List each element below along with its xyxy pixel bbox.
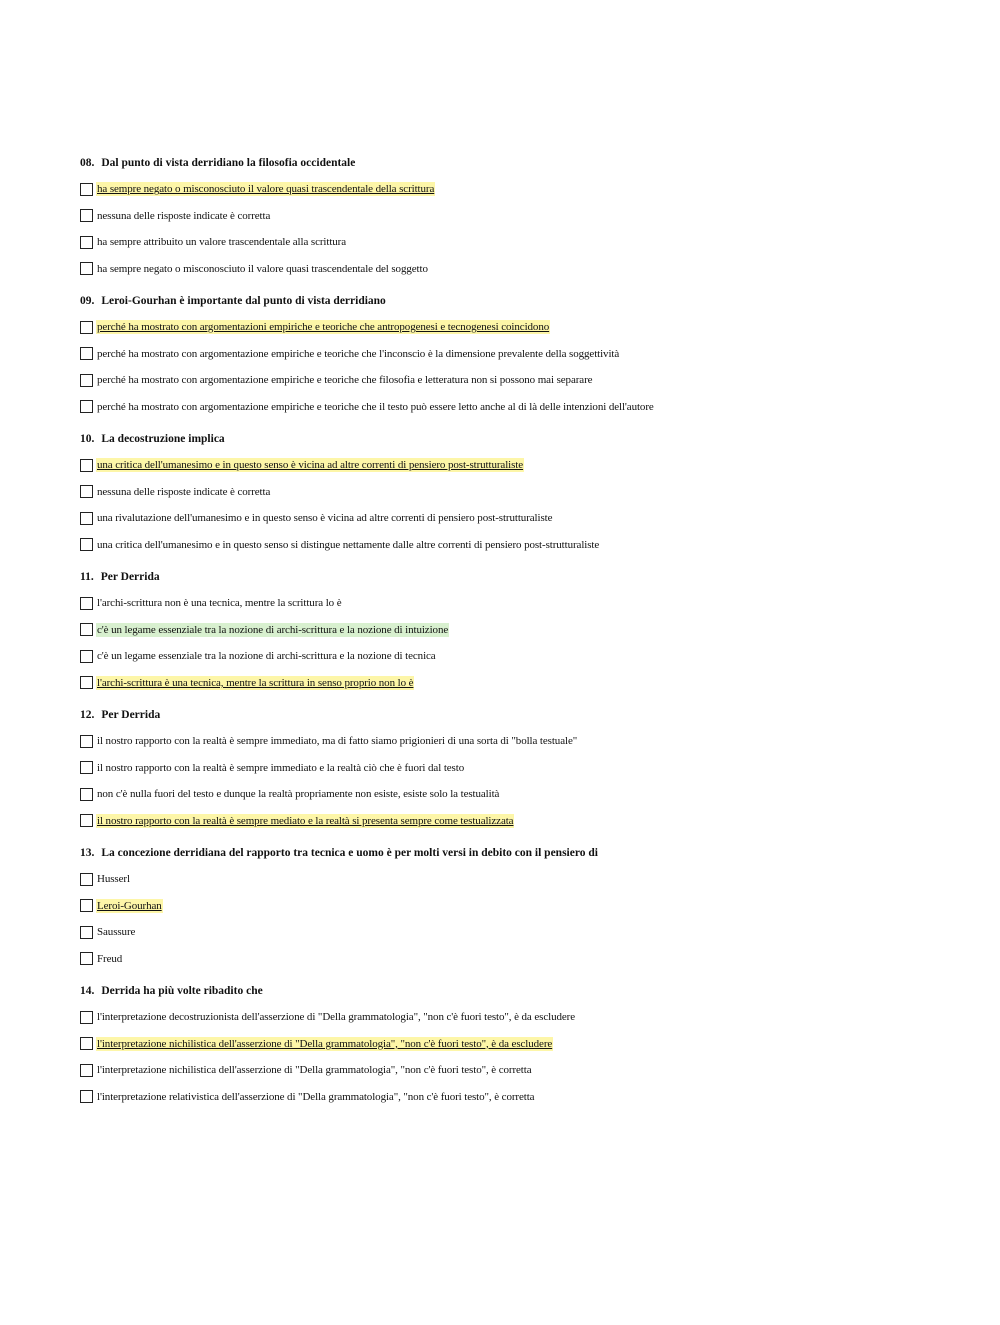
answer-option[interactable]	[80, 256, 960, 283]
answer-text: l'interpretazione nichilistica dell'asserzione di "Della grammatologia", "non c'è fuori testo", è da escludere	[97, 1037, 553, 1050]
question-text: Leroi-Gourhan è importante dal punto di vista derridiano	[101, 295, 386, 307]
answer-checkbox[interactable]	[80, 1011, 93, 1024]
question-title	[80, 430, 960, 448]
answer-checkbox[interactable]	[80, 926, 93, 939]
answer-text: l'archi-scrittura è una tecnica, mentre la scrittura in senso proprio non lo è	[97, 676, 414, 689]
answer-checkbox[interactable]	[80, 374, 93, 387]
answer-option[interactable]	[80, 919, 960, 946]
answer-option[interactable]	[80, 1004, 960, 1031]
answer-checkbox[interactable]	[80, 485, 93, 498]
answer-text: una critica dell'umanesimo e in questo senso si distingue nettamente dalle altre correnti di pensiero post-strutturaliste	[97, 538, 600, 551]
answer-text: il nostro rapporto con la realtà è sempre mediato e la realtà si presenta sempre come testualizzata	[97, 814, 514, 827]
answer-option[interactable]	[80, 341, 960, 368]
question-block	[80, 154, 960, 282]
answer-text: Saussure	[97, 926, 136, 939]
answer-checkbox[interactable]	[80, 538, 93, 551]
question-number: 09.	[80, 295, 95, 307]
answer-option[interactable]	[80, 532, 960, 559]
answer-option[interactable]	[80, 781, 960, 808]
answer-option[interactable]	[80, 617, 960, 644]
answer-checkbox[interactable]	[80, 262, 93, 275]
question-text: Derrida ha più volte ribadito che	[101, 985, 263, 997]
question-number: 14.	[80, 985, 95, 997]
answer-checkbox[interactable]	[80, 952, 93, 965]
answer-option[interactable]	[80, 755, 960, 782]
question-number: 13.	[80, 847, 95, 859]
answer-option[interactable]	[80, 229, 960, 256]
answer-text: l'archi-scrittura non è una tecnica, mentre la scrittura lo è	[97, 597, 342, 610]
answer-checkbox[interactable]	[80, 183, 93, 196]
answer-checkbox[interactable]	[80, 1037, 93, 1050]
answer-option[interactable]	[80, 946, 960, 973]
answer-checkbox[interactable]	[80, 788, 93, 801]
answer-text: una critica dell'umanesimo e in questo senso è vicina ad altre correnti di pensiero post-strutturaliste	[97, 459, 524, 472]
answer-checkbox[interactable]	[80, 209, 93, 222]
question-title	[80, 154, 960, 172]
answer-checkbox[interactable]	[80, 1090, 93, 1103]
answer-checkbox[interactable]	[80, 676, 93, 689]
answer-option[interactable]	[80, 728, 960, 755]
question-text: La concezione derridiana del rapporto tra tecnica e uomo è per molti versi in debito con il pensiero di	[101, 847, 598, 859]
question-number: 12.	[80, 709, 95, 721]
answer-text: nessuna delle risposte indicate è corretta	[97, 209, 271, 222]
answer-checkbox[interactable]	[80, 347, 93, 360]
question-block	[80, 292, 960, 420]
answer-option[interactable]	[80, 394, 960, 421]
answer-option[interactable]	[80, 643, 960, 670]
answer-text: perché ha mostrato con argomentazioni empiriche e teoriche che antropogenesi e tecnogenesi coincidono	[97, 321, 550, 334]
answer-checkbox[interactable]	[80, 899, 93, 912]
quiz-page	[80, 154, 960, 1120]
answer-text: l'interpretazione decostruzionista dell'asserzione di "Della grammatologia", "non c'è fuori testo", è da escludere	[97, 1011, 575, 1024]
question-block	[80, 982, 960, 1110]
answer-checkbox[interactable]	[80, 1064, 93, 1077]
answer-checkbox[interactable]	[80, 400, 93, 413]
answer-option[interactable]	[80, 1057, 960, 1084]
question-block	[80, 844, 960, 972]
question-text: Dal punto di vista derridiano la filosofia occidentale	[101, 157, 356, 169]
answer-option[interactable]	[80, 203, 960, 230]
question-text: La decostruzione implica	[101, 433, 225, 445]
answer-text: non c'è nulla fuori del testo e dunque la realtà propriamente non esiste, esiste solo la testualità	[97, 788, 500, 801]
answer-option[interactable]	[80, 1031, 960, 1058]
answer-text: ha sempre negato o misconosciuto il valore quasi trascendentale del soggetto	[97, 262, 428, 275]
answer-text: ha sempre negato o misconosciuto il valore quasi trascendentale della scrittura	[97, 183, 435, 196]
answer-option[interactable]	[80, 808, 960, 835]
question-block	[80, 706, 960, 834]
question-title	[80, 982, 960, 1000]
answer-checkbox[interactable]	[80, 873, 93, 886]
answer-checkbox[interactable]	[80, 623, 93, 636]
question-block	[80, 430, 960, 558]
answer-checkbox[interactable]	[80, 459, 93, 472]
question-number: 10.	[80, 433, 95, 445]
answer-text: perché ha mostrato con argomentazione empiriche e teoriche che il testo può essere letto anche al di là delle intenzioni dell'autore	[97, 400, 654, 413]
answer-text: l'interpretazione nichilistica dell'asserzione di "Della grammatologia", "non c'è fuori testo", è corretta	[97, 1064, 532, 1077]
answer-text: c'è un legame essenziale tra la nozione di archi-scrittura e la nozione di tecnica	[97, 650, 436, 663]
answer-checkbox[interactable]	[80, 735, 93, 748]
answer-checkbox[interactable]	[80, 650, 93, 663]
answer-option[interactable]	[80, 176, 960, 203]
answer-text: il nostro rapporto con la realtà è sempre immediato e la realtà ciò che è fuori dal testo	[97, 761, 465, 774]
answer-text: ha sempre attribuito un valore trascendentale alla scrittura	[97, 236, 347, 249]
answer-text: nessuna delle risposte indicate è corretta	[97, 485, 271, 498]
answer-checkbox[interactable]	[80, 597, 93, 610]
question-block	[80, 568, 960, 696]
answer-text: c'è un legame essenziale tra la nozione di archi-scrittura e la nozione di intuizione	[97, 623, 449, 636]
answer-text: Leroi-Gourhan	[97, 899, 162, 912]
question-title	[80, 568, 960, 586]
answer-option[interactable]	[80, 479, 960, 506]
question-number: 11.	[80, 571, 94, 583]
question-text: Per Derrida	[100, 571, 160, 583]
question-title	[80, 706, 960, 724]
question-title	[80, 292, 960, 310]
answer-option[interactable]	[80, 1084, 960, 1111]
question-number: 08.	[80, 157, 95, 169]
answer-text: Husserl	[97, 873, 130, 886]
answer-option[interactable]	[80, 866, 960, 893]
question-text: Per Derrida	[101, 709, 161, 721]
answer-option[interactable]	[80, 314, 960, 341]
answer-option[interactable]	[80, 670, 960, 697]
answer-text: perché ha mostrato con argomentazione empiriche e teoriche che filosofia e letteratura non si possono mai separare	[97, 374, 593, 387]
answer-checkbox[interactable]	[80, 761, 93, 774]
answer-checkbox[interactable]	[80, 512, 93, 525]
answer-option[interactable]	[80, 893, 960, 920]
answer-text: perché ha mostrato con argomentazione empiriche e teoriche che l'inconscio è la dimensione prevalente della soggettività	[97, 347, 620, 360]
answer-text: l'interpretazione relativistica dell'asserzione di "Della grammatologia", "non c'è fuori testo", è corretta	[97, 1090, 535, 1103]
answer-option[interactable]	[80, 367, 960, 394]
question-title	[80, 844, 960, 862]
answer-option[interactable]	[80, 505, 960, 532]
answer-option[interactable]	[80, 590, 960, 617]
answer-text: una rivalutazione dell'umanesimo e in questo senso è vicina ad altre correnti di pensiero post-strutturaliste	[97, 512, 553, 525]
answer-text: il nostro rapporto con la realtà è sempre immediato, ma di fatto siamo prigionieri di una sorta di "bolla testuale"	[97, 735, 578, 748]
answer-text: Freud	[97, 952, 123, 965]
answer-checkbox[interactable]	[80, 236, 93, 249]
answer-checkbox[interactable]	[80, 321, 93, 334]
answer-checkbox[interactable]	[80, 814, 93, 827]
answer-option[interactable]	[80, 452, 960, 479]
